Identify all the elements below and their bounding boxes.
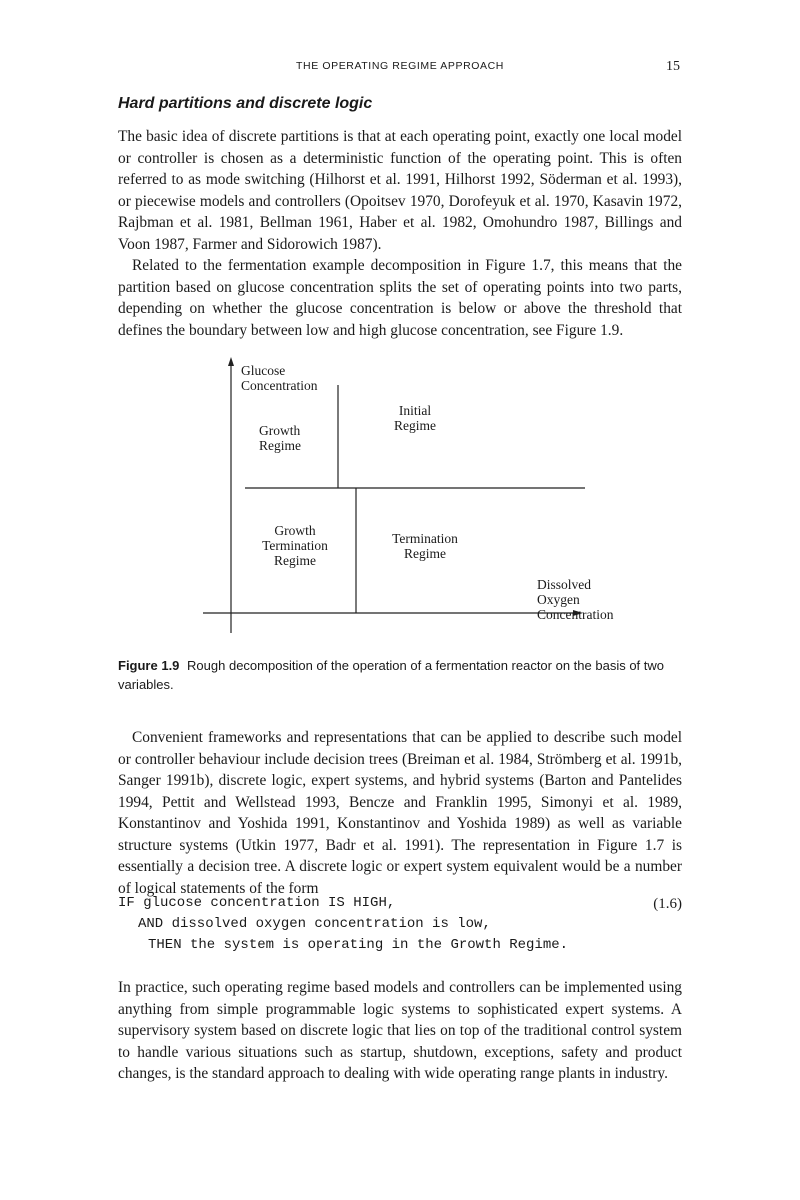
- figure-caption-text: Rough decomposition of the operation of a fermentation reactor on the basis of two variables.: [118, 658, 665, 692]
- termination-regime-line1: Termination: [392, 531, 458, 546]
- growth-regime-line1: Growth: [259, 423, 301, 438]
- running-head: THE OPERATING REGIME APPROACH: [296, 60, 504, 72]
- growth-regime-label: [259, 423, 301, 453]
- initial-regime-line1: Initial: [398, 403, 432, 418]
- initial-regime-label: [387, 403, 443, 433]
- paragraph-mode-switching: The basic idea of discrete partitions is that at each operating point, exactly one local model or controller is chosen as a deterministic function of the operating point. This is often referred to as mode switching (Hilhorst et al. 1991, Hilhorst 1992, Söderman et al. 1993), or piecewise models and controllers (Opoitsev 1970, Dorofeyuk et al. 1970, Kasavin 1972, Rajbman et al. 1981, Bellman 1961, Haber et al. 1982, Omohundro 1987, Billings and Voon 1987, Farmer and Sidorowich 1987).: [118, 128, 682, 253]
- paragraph-fermentation-partition: Related to the fermentation example decomposition in Figure 1.7, this means that the partition based on glucose concentration splits the set of operating points into two parts, depending on whether the glucose concentration is below or above the threshold that defines the boundary between low and high glucose concentration, see Figure 1.9.: [118, 257, 682, 339]
- growth-termination-regime-label: [249, 523, 341, 568]
- equation-line-3: THEN the system is operating in the Growth Regime.: [148, 937, 569, 953]
- initial-regime-line2: Regime: [394, 418, 436, 433]
- termination-regime-line2: Regime: [404, 546, 446, 561]
- equation-line-2: AND dissolved oxygen concentration is low,: [138, 916, 491, 932]
- figure-caption: [118, 656, 682, 694]
- x-axis-label-line1: Dissolved Oxygen: [537, 577, 591, 607]
- page-number: 15: [666, 59, 680, 74]
- equation-line-1: IF glucose concentration IS HIGH,: [118, 895, 396, 911]
- page-header: [118, 60, 682, 76]
- growth-termination-line1: Growth: [274, 523, 316, 538]
- y-axis-label-line1: Glucose: [241, 363, 286, 378]
- y-axis-arrow: [228, 357, 234, 366]
- paragraph-implementation: In practice, such operating regime based models and controllers can be implemented using anything from simple programmable logic systems to sophisticated expert systems. A supervisory system based on discrete logic that lies on top of the traditional control system to handle various situations such as startup, shutdown, exceptions, safety and product changes, is the standard approach to dealing with wide operating range plants in industry.: [118, 979, 682, 1082]
- y-axis-label-line2: Concentration: [241, 378, 318, 393]
- equation-number: (1.6): [653, 896, 682, 912]
- y-axis-label: [241, 363, 317, 393]
- growth-termination-line2: Termination: [262, 538, 328, 553]
- paragraph-frameworks: Convenient frameworks and representations that can be applied to describe such model or controller behaviour include decision trees (Breiman et al. 1984, Strömberg et al. 1991b, Sanger 1991b), discrete logic, expert systems, and hybrid systems (Barton and Pantelides 1994, Pettit and Wellstead 1993, Bencze and Franklin 1995, Simonyi et al. 1989, Konstantinov and Yoshida 1991, Konstantinov and Yoshida 1989) as well as variable structure systems (Utkin 1977, Badr et al. 1991). The representation in Figure 1.7 is essentially a decision tree. A discrete logic or expert system equivalent would be a number of logical statements of the form: [118, 729, 682, 897]
- growth-regime-line2: Regime: [259, 438, 301, 453]
- x-axis-label-line2: Concentration: [537, 607, 614, 622]
- figure-caption-label: Figure 1.9: [118, 658, 180, 673]
- growth-termination-line3: Regime: [274, 553, 316, 568]
- x-axis-label: [537, 577, 635, 622]
- figure-1-9: [195, 355, 635, 640]
- section-title: Hard partitions and discrete logic: [118, 95, 373, 112]
- termination-regime-label: [383, 531, 467, 561]
